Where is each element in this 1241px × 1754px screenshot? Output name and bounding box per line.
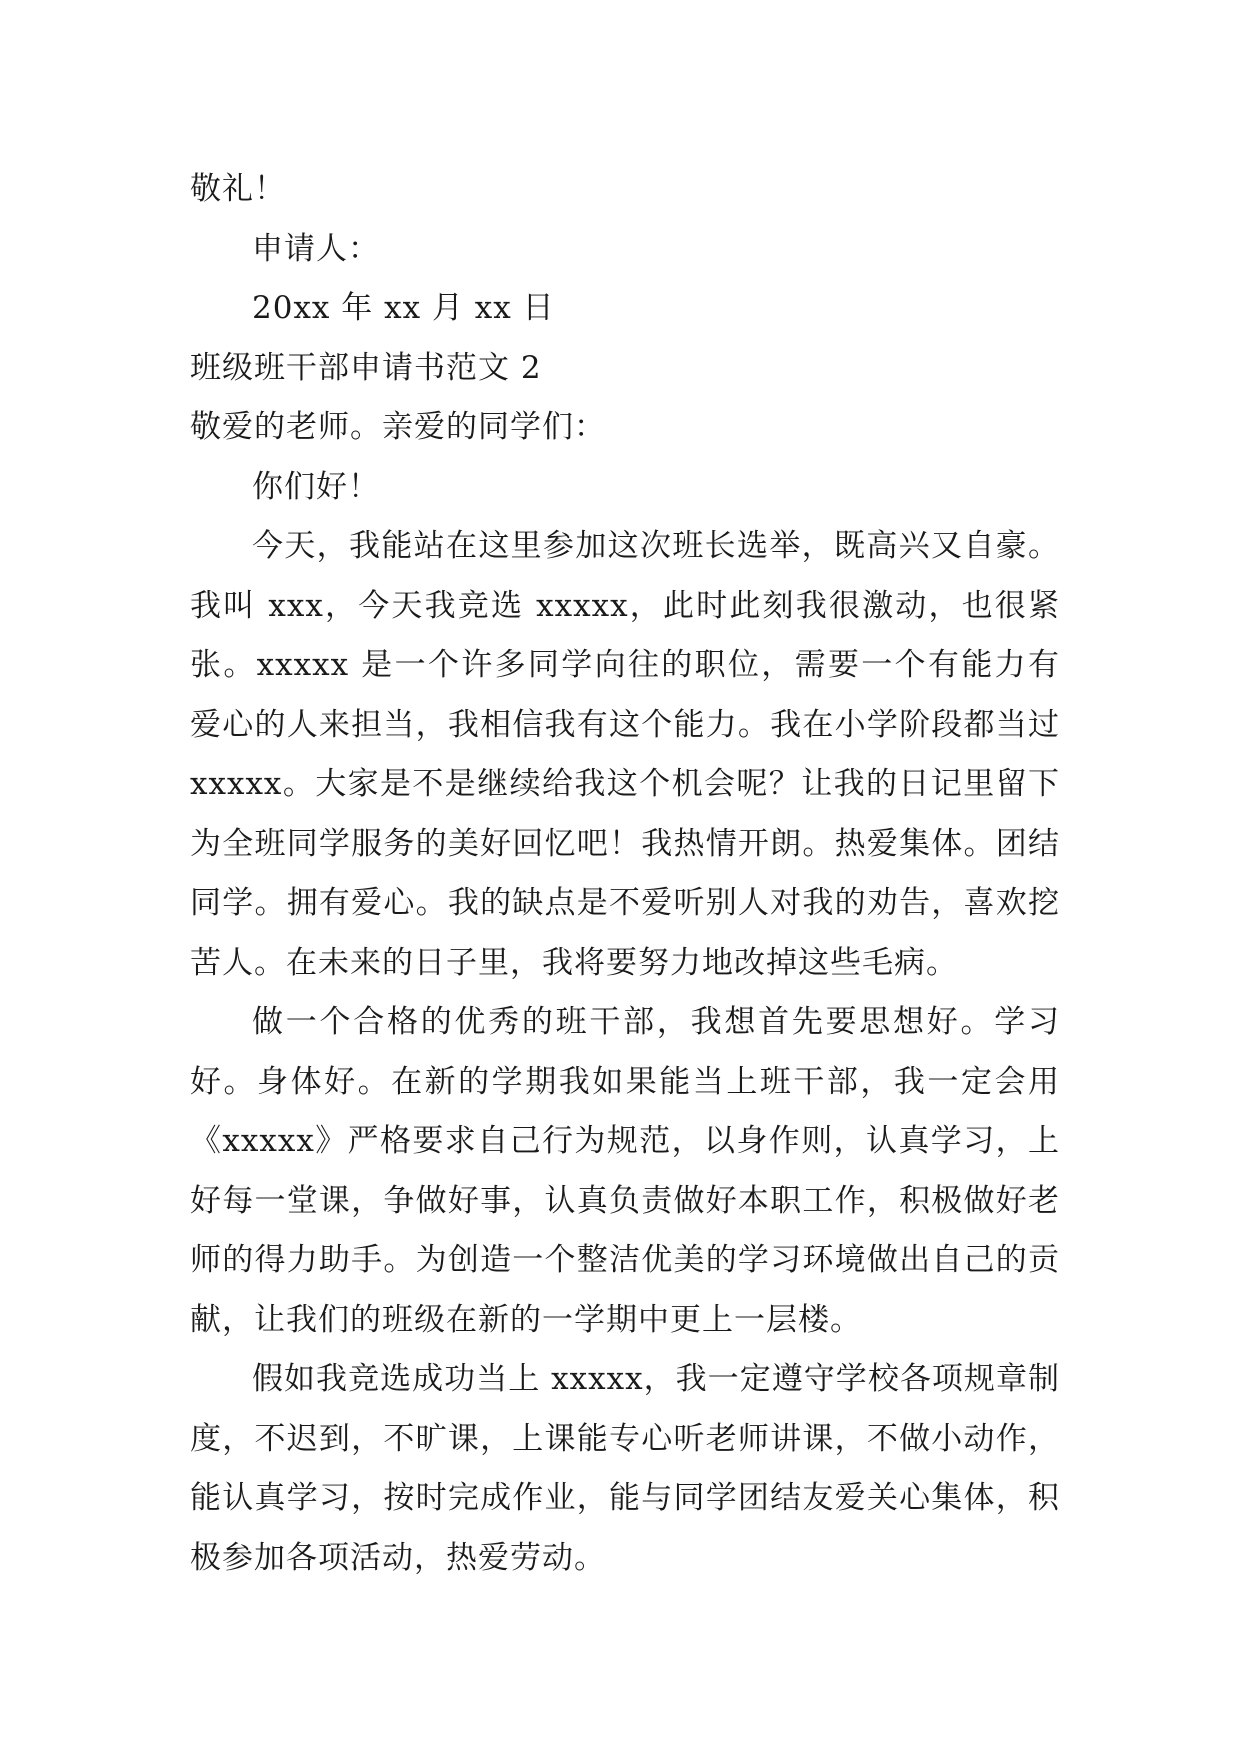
application-date: 20xx 年 xx 月 xx 日 <box>252 290 555 326</box>
body-paragraph-3: 假如我竞选成功当上 xxxxx，我一定遵守学校各项规章制度，不迟到，不旷课，上课能专心听老师讲课，不做小动作，能认真学习，按时完成作业，能与同学团结友爱关心集体，积极参加各项活动，热爱劳动。 <box>190 1361 1060 1576</box>
section-title: 班级班干部申请书范文 2 <box>190 349 542 386</box>
greeting: 你们好！ <box>252 468 380 505</box>
document-body <box>190 160 1060 1588</box>
closing-line: 敬礼！ <box>190 171 286 207</box>
body-paragraph-1: 今天，我能站在这里参加这次班长选举，既高兴又自豪。我叫 xxx，今天我竞选 xxxxx，此时此刻我很激动，也很紧张。xxxxx 是一个许多同学向往的职位，需要一个有能力有爱心的人来担当，我相信我有这个能力。我在小学阶段都当过 xxxxx。大家是不是继续给我这个机会呢？让我的日记里留下为全班同学服务的美好回忆吧！我热情开朗。热爱集体。团结同学。拥有爱心。我的缺点是不爱听别人对我的劝告，喜欢挖苦人。在未来的日子里，我将要努力地改掉这些毛病。 <box>190 528 1060 981</box>
body-paragraph-2: 做一个合格的优秀的班干部，我想首先要思想好。学习好。身体好。在新的学期我如果能当上班干部，我一定会用《xxxxx》严格要求自己行为规范，以身作则，认真学习，上好每一堂课，争做好事，认真负责做好本职工作，积极做好老师的得力助手。为创造一个整洁优美的学习环境做出自己的贡献，让我们的班级在新的一学期中更上一层楼。 <box>190 1004 1060 1338</box>
salutation: 敬爱的老师。亲爱的同学们： <box>190 409 606 445</box>
applicant-label: 申请人： <box>252 230 380 267</box>
